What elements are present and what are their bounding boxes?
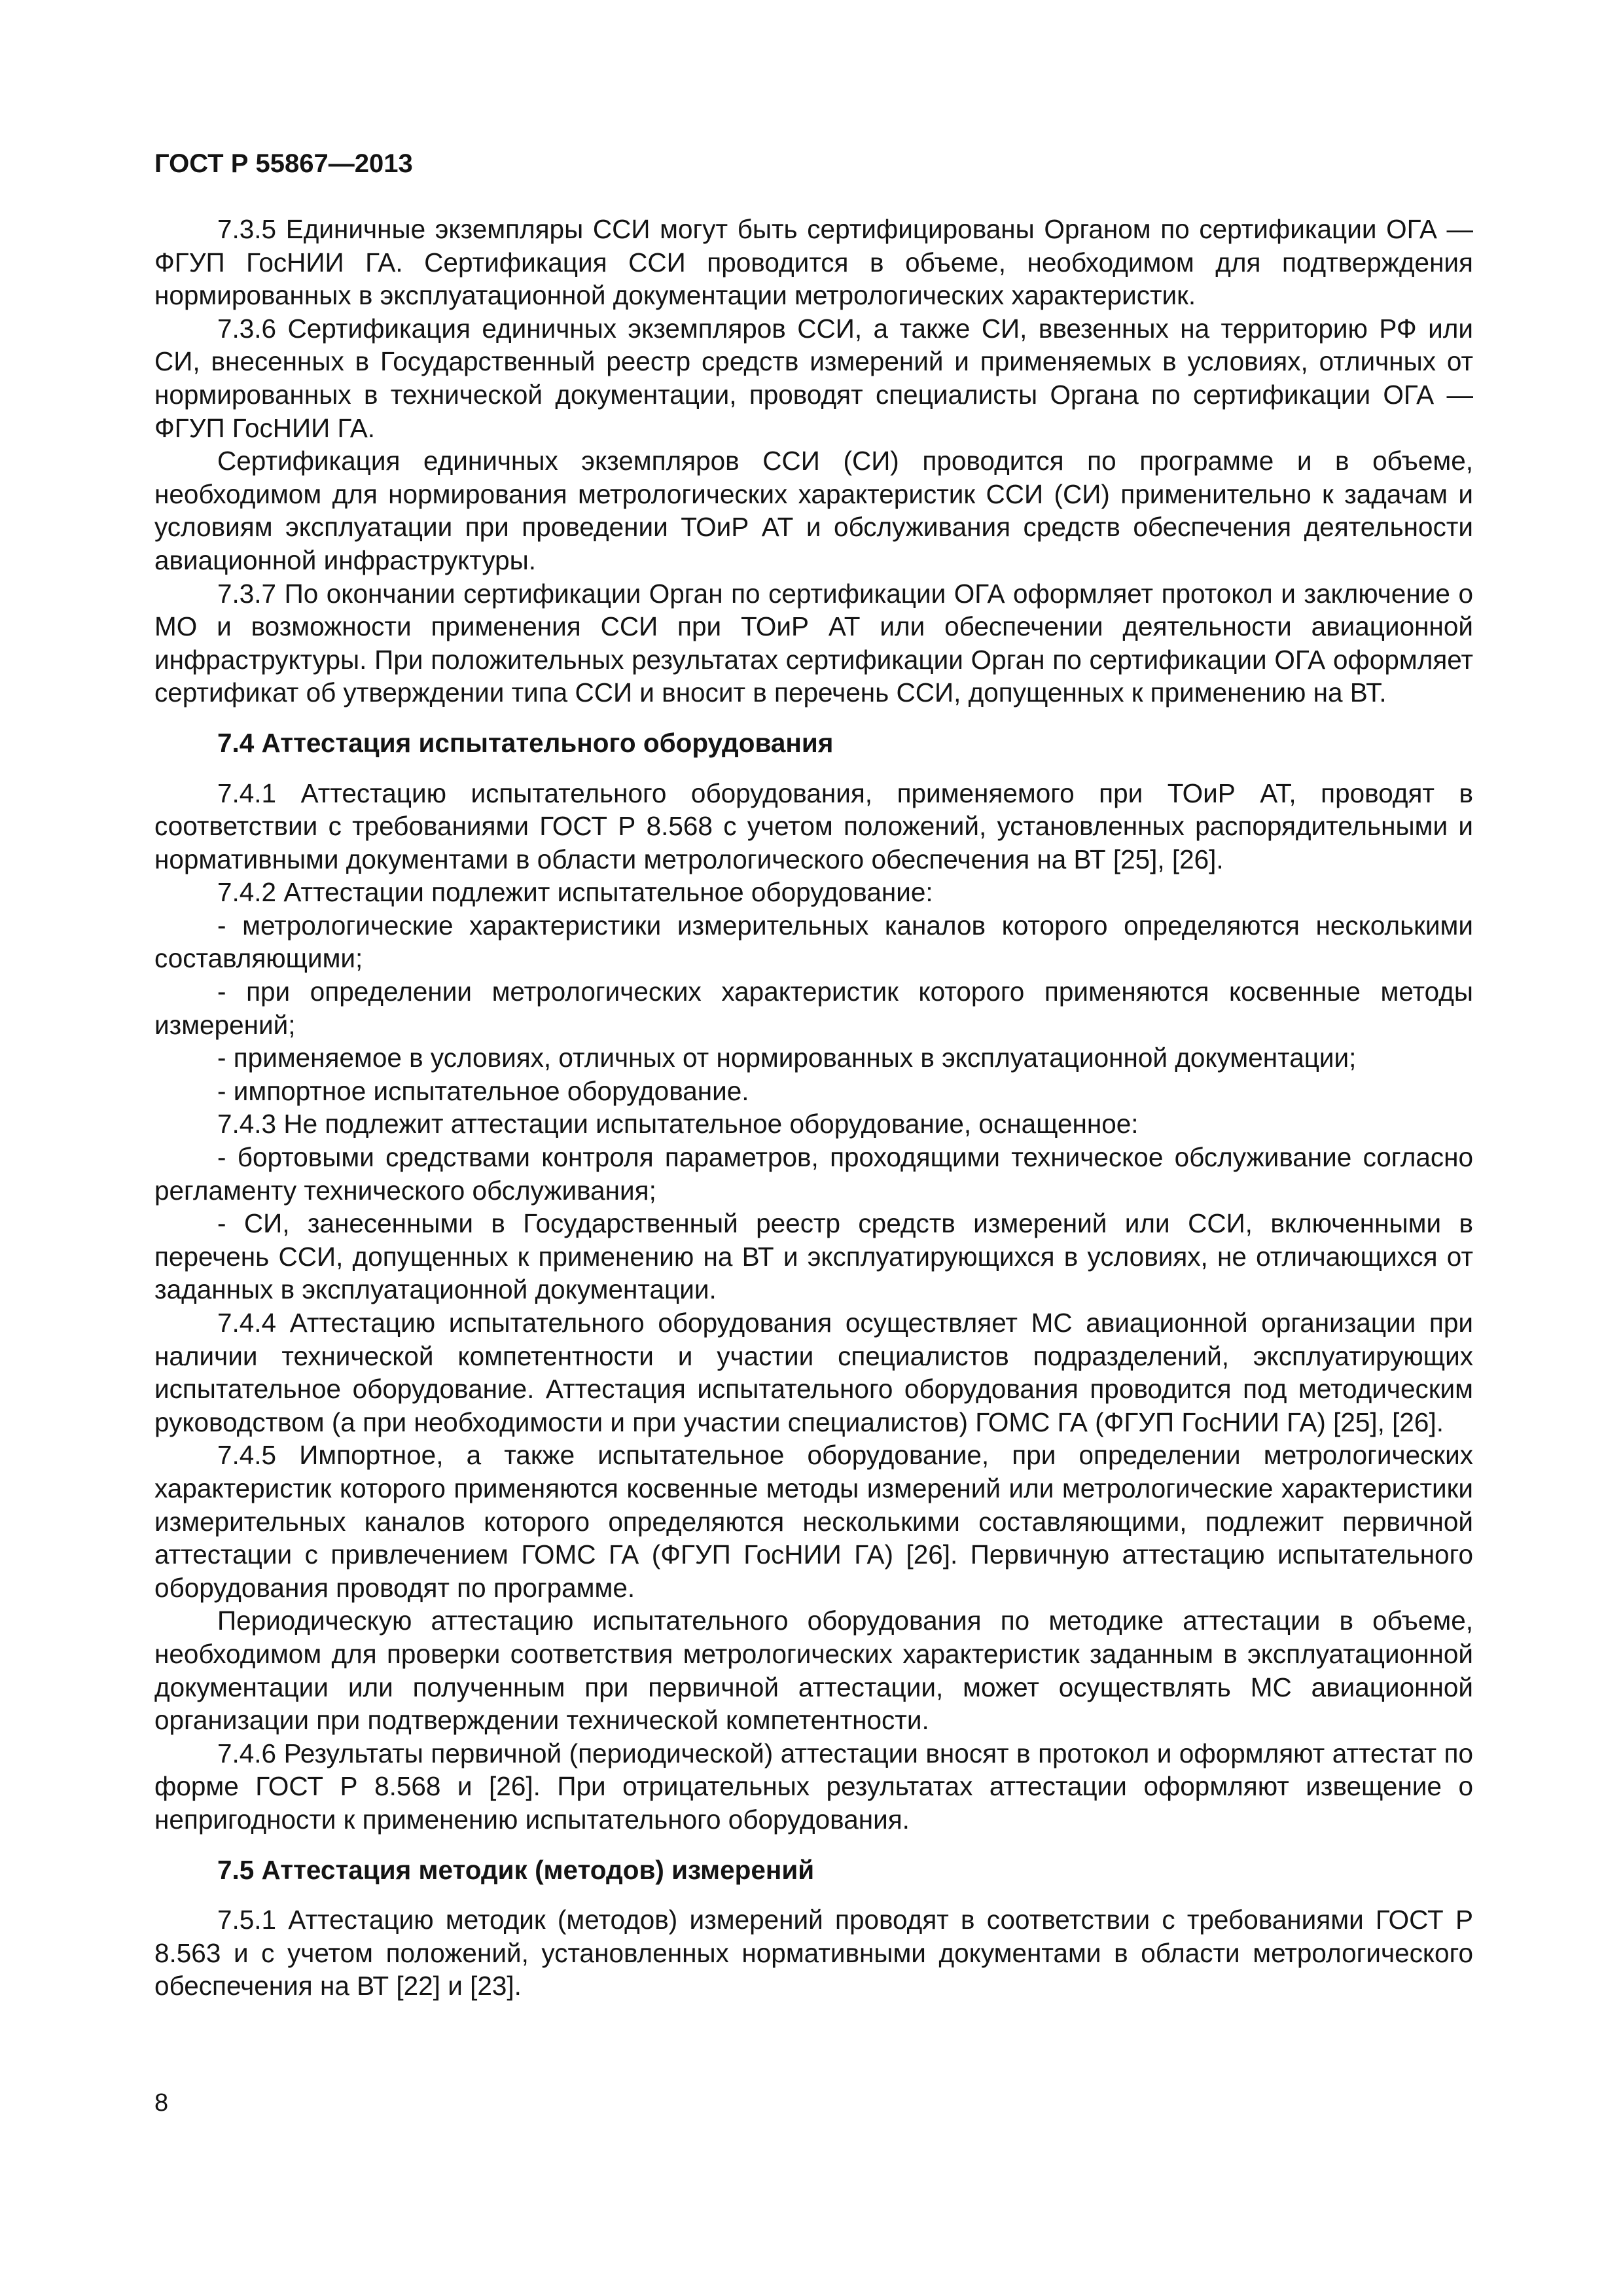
list-item: - при определении метрологических характеристик которого применяются косвенные методы измерений;: [154, 977, 1473, 1040]
paragraph-7-4-6: 7.4.6 Результаты первичной (периодической) аттестации вносят в протокол и оформляют аттестат по форме ГОСТ Р 8.568 и [26]. При отрицательных результатах аттестации оформляют извещение о непригодности к применению испытательного оборудования.: [154, 1738, 1473, 1835]
page-number: 8: [154, 2089, 169, 2117]
paragraph-7-4-4: 7.4.4 Аттестацию испытательного оборудования осуществляет МС авиационной организации при наличии технической компетентности и участии специалистов подразделений, эксплуатирующих испытательное оборудование. Аттестация испытательного оборудования проводится под методическим руководством (а при необходимости и при участии специалистов) ГОМС ГА (ФГУП ГосНИИ ГА) [25], [26].: [154, 1308, 1473, 1437]
paragraph-7-4-5: 7.4.5 Импортное, а также испытательное оборудование, при определении метрологических характеристик которого применяются косвенные методы измерений или метрологические характеристики измерительных каналов которого определяются несколькими составляющими, подлежит первичной аттестации с привлечением ГОМС ГА (ФГУП ГосНИИ ГА) [26]. Первичную аттестацию испытательного оборудования проводят по программе.: [154, 1440, 1473, 1603]
document-code-header: ГОСТ Р 55867—2013: [154, 149, 413, 178]
document-page: [154, 147, 1473, 2003]
list-item: - СИ, занесенными в Государственный реестр средств измерений или ССИ, включенными в перечень ССИ, допущенных к применению на ВТ и эксплуатирующихся в условиях, не отличающихся от заданных в эксплуатационной документации.: [154, 1208, 1473, 1305]
paragraph-7-5-1: 7.5.1 Аттестацию методик (методов) измерений проводят в соответствии с требованиями ГОСТ Р 8.563 и с учетом положений, установленных нормативными документами в области метрологического обеспечения на ВТ [22] и [23].: [154, 1905, 1473, 2001]
paragraph-periodic-attestation: Периодическую аттестацию испытательного оборудования по методике аттестации в объеме, необходимом для проверки соответствия метрологических характеристик заданным в эксплуатационной документации или полученным при первичной аттестации, может осуществлять МС авиационной организации при подтверждении технической компетентности.: [154, 1605, 1473, 1736]
list-item: - метрологические характеристики измерительных каналов которого определяются несколькими составляющими;: [154, 910, 1473, 974]
paragraph-7-4-1: 7.4.1 Аттестацию испытательного оборудования, применяемого при ТОиР АТ, проводят в соответствии с требованиями ГОСТ Р 8.568 с учетом положений, установленных распорядительными и нормативными документами в области метрологического обеспечения на ВТ [25], [26].: [154, 778, 1473, 874]
paragraph-7-3-5: 7.3.5 Единичные экземпляры ССИ могут быть сертифицированы Органом по сертификации ОГА — ФГУП ГосНИИ ГА. Сертификация ССИ проводится в объеме, необходимом для подтверждения нормированных в эксплуатационной документации метрологических характеристик.: [154, 214, 1473, 311]
paragraph-7-4-2: 7.4.2 Аттестации подлежит испытательное оборудование:: [217, 877, 933, 908]
paragraph-certification-program: Сертификация единичных экземпляров ССИ (СИ) проводится по программе и в объеме, необходимом для нормирования метрологических характеристик ССИ (СИ) применительно к задачам и условиям эксплуатации при проведении ТОиР АТ и обслуживания средств обеспечения деятельности авиационной инфраструктуры.: [154, 446, 1473, 575]
paragraph-7-3-6: 7.3.6 Сертификация единичных экземпляров ССИ, а также СИ, ввезенных на территорию РФ или СИ, внесенных в Государственный реестр средств измерений и применяемых в условиях, отличных от нормированных в технической документации, проводят специалисты Органа по сертификации ОГА — ФГУП ГосНИИ ГА.: [154, 313, 1473, 443]
section-title-7-5: 7.5 Аттестация методик (методов) измерений: [217, 1854, 815, 1885]
paragraph-7-4-3: 7.4.3 Не подлежит аттестации испытательное оборудование, оснащенное:: [217, 1109, 1139, 1139]
paragraph-7-3-7: 7.3.7 По окончании сертификации Орган по сертификации ОГА оформляет протокол и заключение о МО и возможности применения ССИ при ТОиР АТ или обеспечении деятельности авиационной инфраструктуры. При положительных результатах сертификации Орган по сертификации ОГА оформляет сертификат об утверждении типа ССИ и вносит в перечень ССИ, допущенных к применению на ВТ.: [154, 578, 1473, 708]
section-title-7-4: 7.4 Аттестация испытательного оборудования: [217, 727, 834, 758]
list-item: - применяемое в условиях, отличных от нормированных в эксплуатационной документации;: [217, 1043, 1357, 1073]
list-item: - импортное испытательное оборудование.: [217, 1075, 749, 1106]
list-item: - бортовыми средствами контроля параметров, проходящими техническое обслуживание согласно регламенту технического обслуживания;: [154, 1142, 1473, 1206]
